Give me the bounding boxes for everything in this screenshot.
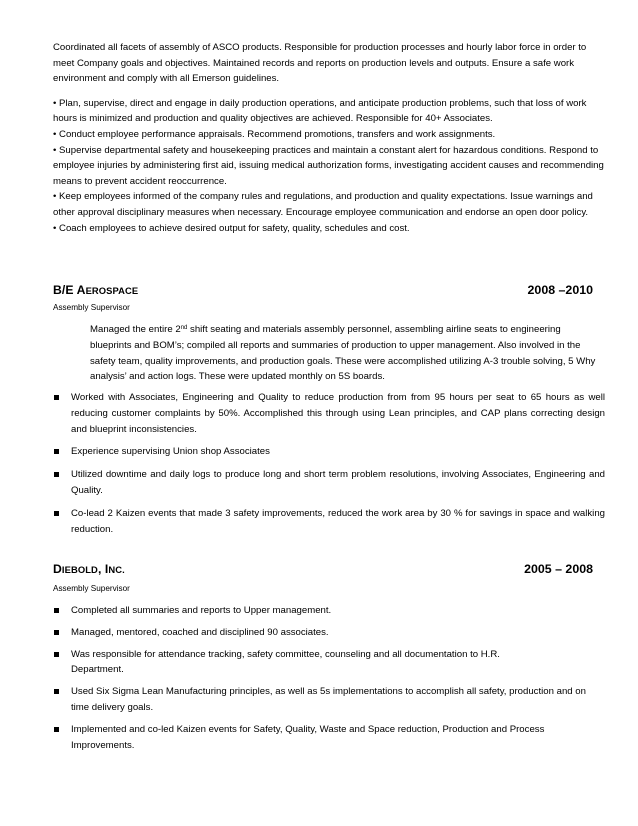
company-name-tail-first: , I bbox=[97, 562, 109, 576]
list-item bbox=[53, 647, 605, 679]
intro-paragraph: Coordinated all facets of assembly of ASCO products. Responsible for production processes and hourly labor force in order to meet Company goals and objectives. Maintained records and reports on production levels and outputs. Ensure a safe work environment and comply with all Emerson guidelines. bbox=[53, 42, 587, 85]
job-bullet-list bbox=[53, 390, 605, 537]
list-item bbox=[53, 684, 605, 716]
list-item bbox=[53, 625, 605, 641]
intro-section bbox=[53, 40, 605, 236]
list-item bbox=[53, 444, 605, 460]
square-bullet-icon bbox=[54, 608, 59, 613]
intro-bullet: • Supervise departmental safety and housekeeping practices and maintain a constant alert for hazardous conditions. Respond to employee injuries by administering first aid, issuing medical authorization forms, investigating accident causes and recommending means to prevent accident reoccurrence. bbox=[53, 144, 604, 187]
list-item bbox=[53, 603, 605, 619]
summary-start: Managed the entire 2 bbox=[90, 324, 181, 335]
company-name-tail-rest: NC. bbox=[108, 564, 125, 575]
square-bullet-icon bbox=[54, 652, 59, 657]
list-item bbox=[53, 390, 605, 437]
job-dates: 2005 – 2008 bbox=[524, 562, 593, 576]
list-item-text: Co-lead 2 Kaizen events that made 3 safety improvements, reduced the work area by 30 % for savings in space and walking reduction. bbox=[71, 507, 605, 535]
job-title: Assembly Supervisor bbox=[53, 584, 130, 593]
list-item-text: Completed all summaries and reports to Upper management. bbox=[71, 605, 332, 616]
list-item-text: Experience supervising Union shop Associates bbox=[71, 446, 270, 458]
intro-bullet-list bbox=[53, 96, 605, 236]
list-item-text: Used Six Sigma Lean Manufacturing principles, as well as 5s implementations to accomplish all safety, production and on time delivery goals. bbox=[71, 686, 586, 713]
square-bullet-icon bbox=[54, 395, 59, 400]
square-bullet-icon bbox=[54, 472, 59, 477]
job-header-diebold bbox=[53, 562, 593, 578]
company-name-rest: IEBOLD bbox=[61, 564, 98, 575]
job-dates: 2008 –2010 bbox=[527, 283, 593, 297]
company-name bbox=[53, 283, 138, 297]
intro-bullet: • Plan, supervise, direct and engage in daily production operations, and anticipate production problems, such that loss of work hours is minimized and production and quality objectives are achieved. Responsible for 40+ Associates. bbox=[53, 97, 587, 125]
square-bullet-icon bbox=[54, 727, 59, 732]
list-item bbox=[53, 722, 605, 754]
summary-rest: shift seating and materials assembly personnel, assembling airline seats to engineering blueprints and BOM’s; compiled all reports and summaries of production to upper management. Also involved in the safety team, quality improvements, and production goals. These were accomplished utilizing A-3 trouble solving, 5 Why analysis’ and action logs. These were updated monthly on 5S boards. bbox=[90, 324, 596, 383]
list-item-text: Implemented and co-led Kaizen events for Safety, Quality, Waste and Space reduction, Production and Process Improvements. bbox=[71, 723, 545, 751]
job-title: Assembly Supervisor bbox=[53, 303, 130, 312]
intro-bullet: • Keep employees informed of the company rules and regulations, and production and quality expectations. Issue warnings and other approval disciplinary measures when necessary. Encourage employee communication and endorse an open door policy. bbox=[53, 191, 593, 218]
list-item bbox=[53, 467, 605, 499]
list-item-text: Utilized downtime and daily logs to produce long and short term problem resolutions, involving Associates, Engineering and Quality. bbox=[71, 469, 605, 496]
square-bullet-icon bbox=[54, 449, 59, 454]
list-item bbox=[53, 506, 605, 538]
job-summary bbox=[90, 322, 604, 385]
job-bullet-list bbox=[53, 603, 605, 753]
job-header-be-aerospace bbox=[53, 283, 593, 299]
ordinal-suffix: nd bbox=[180, 325, 188, 331]
company-name-rest: EROSPACE bbox=[85, 285, 139, 296]
list-item-text: Managed, mentored, coached and disciplined 90 associates. bbox=[71, 626, 329, 638]
square-bullet-icon bbox=[54, 511, 59, 516]
company-name bbox=[53, 562, 125, 576]
company-name-first: B/E A bbox=[53, 283, 86, 297]
list-item-text: Was responsible for attendance tracking, safety committee, counseling and all documentation to H.R. Department. bbox=[71, 648, 500, 676]
square-bullet-icon bbox=[54, 689, 59, 694]
company-name-first: D bbox=[53, 562, 62, 576]
intro-bullet: • Coach employees to achieve desired output for safety, quality, schedules and cost. bbox=[53, 222, 410, 234]
list-item-text: Worked with Associates, Engineering and Quality to reduce production from from 95 hours per seat to 65 hours as well reducing customer complaints by 50%. Accomplished this through using Lean principles, and CAP plans correcting design and blueprint inconsistencies. bbox=[71, 392, 605, 435]
intro-bullet: • Conduct employee performance appraisals. Recommend promotions, transfers and work assignments. bbox=[53, 128, 496, 140]
square-bullet-icon bbox=[54, 630, 59, 635]
